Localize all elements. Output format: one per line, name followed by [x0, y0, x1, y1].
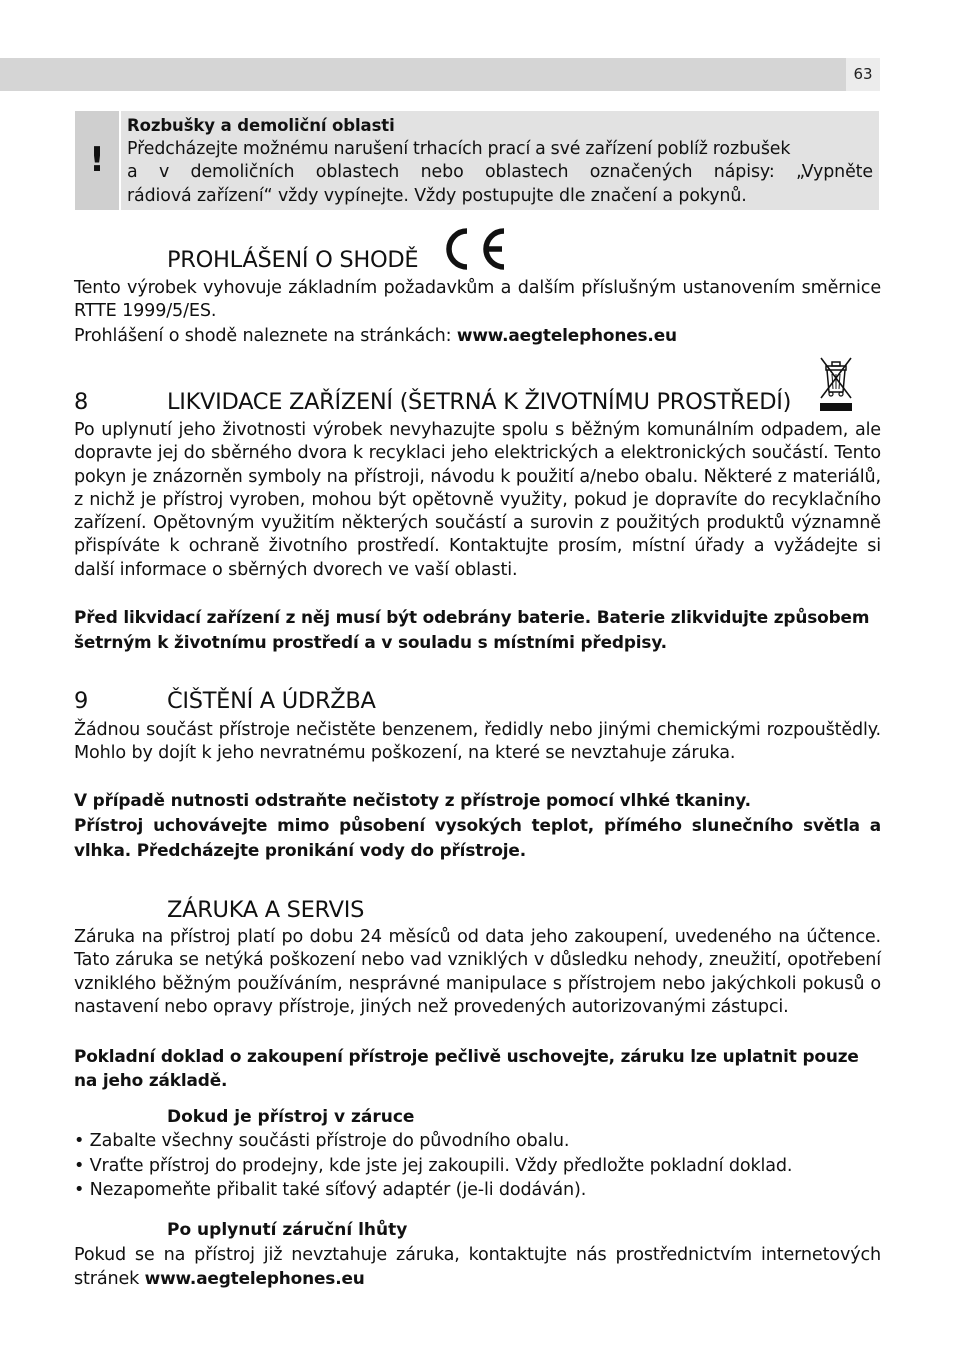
declaration-heading	[74, 246, 418, 274]
warning-line: rádiová zařízení“ vždy vypínejte. Vždy postupujte dle značení a pokynů.	[127, 185, 747, 206]
cleaning-bold-1: V případě nutnosti odstraňte nečistoty z přístroje pomocí vlhké tkaniny.	[74, 790, 751, 810]
list-item: • Vraťte přístroj do prodejny, kde jste jej zakoupili. Vždy předložte pokladní doklad.	[74, 1155, 793, 1176]
list-item: • Zabalte všechny součásti přístroje do původního obalu.	[74, 1131, 570, 1151]
warranty-text: Záruka na přístroj platí po dobu 24 měsíců od data jeho zakoupení, uvedeného na účtence. Tato záruka se netýká poškození nebo vad vzniklých v důsledku nehody, zneužití, opotřebení vzniklého běžným používáním, nesprávné manipulace s přístrojem nebo jakýchkoli pokusů o nastavení nebo opravy přístroje, jiných než provedených autorizovanými zástupci.	[74, 927, 881, 1017]
declaration-text: Tento výrobek vyhovuje základním požadavkům a dalším příslušným ustanovením směrnice RTTE 1999/5/ES.	[74, 278, 881, 322]
warranty-heading	[74, 896, 364, 924]
after-warranty-link[interactable]: www.aegtelephones.eu	[144, 1268, 365, 1289]
disposal-title: LIKVIDACE ZAŘÍZENÍ (ŠETRNÁ K ŽIVOTNÍMU PROSTŘEDÍ)	[167, 389, 792, 415]
declaration-link-prefix: Prohlášení o shodě naleznete na stránkách:	[74, 326, 457, 346]
after-warranty-prefix: Pokud se na přístroj již nevztahuje záruka, kontaktujte nás prostřednictvím internetových stránek	[74, 1245, 881, 1290]
warranty-title: ZÁRUKA A SERVIS	[167, 897, 365, 923]
in-warranty-list	[74, 1129, 881, 1203]
disposal-bold-text: Před likvidací zařízení z něj musí být odebrány baterie. Baterie zlikvidujte způsobem šetrným k životnímu prostředí a v souladu s místními předpisy.	[74, 607, 870, 652]
warning-title: Rozbušky a demoliční oblasti	[127, 116, 395, 135]
warning-line: Předcházejte možnému narušení trhacích prací a své zařízení poblíž rozbušek	[127, 138, 791, 159]
warning-box	[75, 111, 879, 210]
after-warranty-text	[74, 1244, 881, 1292]
warning-line: a v demoličních oblastech nebo oblastech označených nápisy: „Vypněte	[127, 162, 873, 182]
ce-mark-icon	[440, 227, 510, 271]
warning-body	[121, 111, 879, 210]
header-band	[0, 58, 846, 91]
cleaning-title: ČIŠTĚNÍ A ÚDRŽBA	[167, 688, 376, 714]
in-warranty-subheading: Dokud je přístroj v záruce	[167, 1107, 415, 1127]
declaration-link-line	[74, 324, 881, 348]
section-number: 8	[74, 389, 89, 415]
warranty-bold-text: Pokladní doklad o zakoupení přístroje pečlivě uschovejte, záruku lze uplatnit pouze na jeho základě.	[74, 1046, 859, 1090]
disposal-text: Po uplynutí jeho životnosti výrobek nevyhazujte spolu s běžným komunálním odpadem, ale dopravte jej do sběrného dvora k recyklaci jeho elektrických a elektronických součástí. Tento pokyn je znázorněn symboly na přístroji, návodu k použití a/nebo obalu. Některé z materiálů, z nichž je přístroj vyroben, mohou být opětovně využity, pokud je dopravíte do recyklačního zařízení. Opětovným využitím některých součástí a surovin z použitých produktů významně přispíváte k ochraně životního prostředí. Kontaktujte prosím, místní úřady a vyžádejte si další informace o sběrných dvorech ve vaší oblasti.	[74, 420, 881, 580]
section-number: 9	[74, 688, 89, 714]
declaration-title: PROHLÁŠENÍ O SHODĚ	[167, 247, 419, 273]
cleaning-bold-2: Přístroj uchovávejte mimo působení vysokých teplot, přímého slunečního světla a vlhka. Předcházejte pronikání vody do přístroje.	[74, 815, 881, 860]
list-item: • Nezapomeňte přibalit také síťový adaptér (je-li dodáván).	[74, 1180, 587, 1200]
cleaning-heading	[74, 687, 376, 715]
page-number: 63	[846, 58, 880, 91]
declaration-link[interactable]: www.aegtelephones.eu	[456, 325, 677, 345]
after-warranty-subheading: Po uplynutí záruční lhůty	[167, 1220, 408, 1240]
crossed-bin-icon	[818, 354, 854, 414]
exclamation-icon: !	[75, 111, 119, 210]
cleaning-text: Žádnou součást přístroje nečistěte benzenem, ředidly nebo jinými chemickými rozpouštědly. Mohlo by dojít k jeho nevratnému poškození, na které se nevztahuje záruka.	[74, 720, 881, 764]
disposal-heading	[74, 388, 791, 416]
